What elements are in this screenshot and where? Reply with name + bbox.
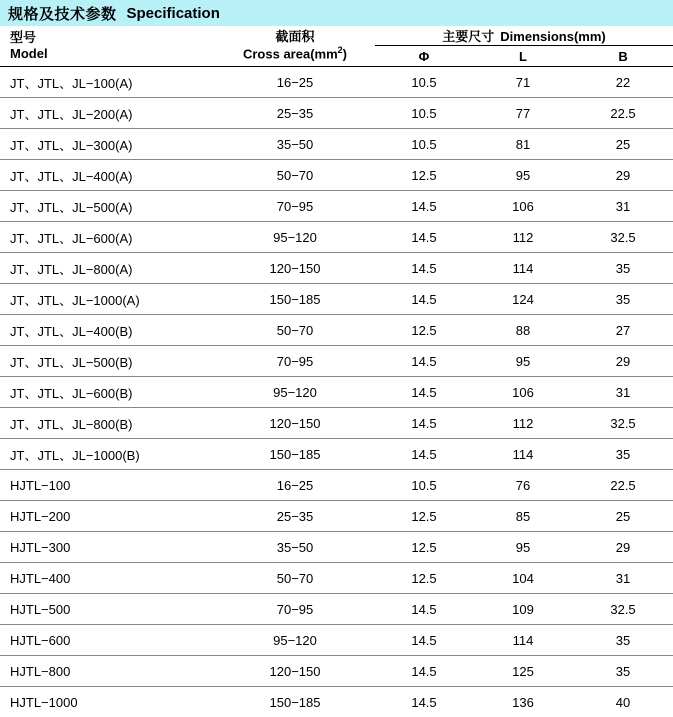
cell-b: 40	[573, 687, 673, 717]
cell-model: JT、JTL、JL−800(B)	[0, 408, 215, 439]
cell-model: JT、JTL、JL−600(B)	[0, 377, 215, 408]
cell-phi: 14.5	[375, 687, 473, 717]
cell-model: HJTL−500	[0, 594, 215, 625]
cell-cross-area: 25−35	[215, 98, 375, 129]
table-row	[0, 625, 673, 656]
cell-phi: 14.5	[375, 377, 473, 408]
cell-model: JT、JTL、JL−600(A)	[0, 222, 215, 253]
column-header-dimensions-group	[375, 26, 673, 46]
table-row	[0, 408, 673, 439]
cell-phi: 10.5	[375, 470, 473, 501]
cell-cross-area: 25−35	[215, 501, 375, 532]
cell-model: JT、JTL、JL−400(A)	[0, 160, 215, 191]
cell-cross-area: 35−50	[215, 532, 375, 563]
cell-phi: 12.5	[375, 563, 473, 594]
cell-phi: 14.5	[375, 625, 473, 656]
cell-cross-area: 95−120	[215, 377, 375, 408]
cell-model: HJTL−800	[0, 656, 215, 687]
cell-cross-area: 120−150	[215, 408, 375, 439]
cell-b: 35	[573, 439, 673, 470]
column-header-cross-area	[215, 26, 375, 67]
cell-model: JT、JTL、JL−500(A)	[0, 191, 215, 222]
cell-cross-area: 50−70	[215, 160, 375, 191]
table-row	[0, 501, 673, 532]
column-header-b: B	[573, 46, 673, 67]
column-header-model	[0, 26, 215, 67]
cell-b: 31	[573, 563, 673, 594]
cell-l: 114	[473, 439, 573, 470]
table-row	[0, 470, 673, 501]
column-header-dimensions-en: Dimensions(mm)	[500, 29, 605, 44]
cell-l: 95	[473, 346, 573, 377]
cell-l: 71	[473, 67, 573, 98]
cell-phi: 12.5	[375, 532, 473, 563]
cell-b: 29	[573, 532, 673, 563]
cell-model: HJTL−600	[0, 625, 215, 656]
table-row	[0, 439, 673, 470]
cell-model: HJTL−1000	[0, 687, 215, 717]
table-row	[0, 563, 673, 594]
page-title-cn: 规格及技术参数	[8, 3, 117, 24]
cell-model: JT、JTL、JL−400(B)	[0, 315, 215, 346]
cell-b: 35	[573, 625, 673, 656]
table-row	[0, 594, 673, 625]
table-row	[0, 377, 673, 408]
cell-l: 104	[473, 563, 573, 594]
column-header-phi: Φ	[375, 46, 473, 67]
cell-model: JT、JTL、JL−1000(B)	[0, 439, 215, 470]
table-row	[0, 687, 673, 717]
cell-b: 22.5	[573, 98, 673, 129]
cell-b: 29	[573, 160, 673, 191]
cell-model: HJTL−400	[0, 563, 215, 594]
cell-cross-area: 35−50	[215, 129, 375, 160]
cell-phi: 14.5	[375, 656, 473, 687]
cell-b: 22.5	[573, 470, 673, 501]
cell-l: 88	[473, 315, 573, 346]
cell-b: 32.5	[573, 594, 673, 625]
cell-cross-area: 150−185	[215, 687, 375, 717]
cell-b: 25	[573, 501, 673, 532]
cell-l: 106	[473, 191, 573, 222]
cell-phi: 14.5	[375, 594, 473, 625]
cell-phi: 12.5	[375, 315, 473, 346]
column-header-dimensions-cn: 主要尺寸	[442, 29, 494, 44]
cell-l: 114	[473, 253, 573, 284]
table-row	[0, 253, 673, 284]
cell-model: JT、JTL、JL−800(A)	[0, 253, 215, 284]
cell-phi: 14.5	[375, 408, 473, 439]
column-header-area-sup: 2	[338, 45, 343, 55]
cell-cross-area: 120−150	[215, 253, 375, 284]
table-row	[0, 98, 673, 129]
table-row	[0, 315, 673, 346]
cell-phi: 14.5	[375, 284, 473, 315]
cell-model: JT、JTL、JL−300(A)	[0, 129, 215, 160]
table-row	[0, 67, 673, 98]
column-header-area-en-tail: )	[343, 47, 347, 62]
table-header	[0, 26, 673, 67]
cell-cross-area: 150−185	[215, 439, 375, 470]
cell-l: 77	[473, 98, 573, 129]
cell-l: 112	[473, 222, 573, 253]
cell-b: 32.5	[573, 222, 673, 253]
cell-phi: 12.5	[375, 501, 473, 532]
column-header-l: L	[473, 46, 573, 67]
cell-phi: 14.5	[375, 346, 473, 377]
cell-b: 27	[573, 315, 673, 346]
cell-cross-area: 16−25	[215, 67, 375, 98]
title-bar	[0, 0, 673, 26]
table-row	[0, 656, 673, 687]
cell-b: 31	[573, 377, 673, 408]
cell-b: 35	[573, 284, 673, 315]
cell-cross-area: 70−95	[215, 346, 375, 377]
cell-l: 81	[473, 129, 573, 160]
cell-l: 109	[473, 594, 573, 625]
cell-b: 31	[573, 191, 673, 222]
cell-cross-area: 95−120	[215, 222, 375, 253]
cell-l: 124	[473, 284, 573, 315]
cell-phi: 12.5	[375, 160, 473, 191]
cell-model: HJTL−100	[0, 470, 215, 501]
cell-b: 22	[573, 67, 673, 98]
column-header-area-en-text: Cross area(mm	[243, 47, 338, 62]
cell-cross-area: 50−70	[215, 563, 375, 594]
table-body	[0, 67, 673, 717]
cell-phi: 10.5	[375, 129, 473, 160]
cell-l: 125	[473, 656, 573, 687]
cell-model: HJTL−200	[0, 501, 215, 532]
cell-cross-area: 16−25	[215, 470, 375, 501]
cell-phi: 10.5	[375, 98, 473, 129]
cell-cross-area: 150−185	[215, 284, 375, 315]
cell-l: 106	[473, 377, 573, 408]
table-row	[0, 284, 673, 315]
table-row	[0, 532, 673, 563]
cell-model: JT、JTL、JL−500(B)	[0, 346, 215, 377]
cell-phi: 14.5	[375, 439, 473, 470]
cell-b: 35	[573, 656, 673, 687]
cell-cross-area: 70−95	[215, 191, 375, 222]
specification-table	[0, 26, 673, 717]
column-header-model-cn: 型号	[10, 30, 215, 46]
page-title-en: Specification	[127, 5, 220, 22]
cell-l: 95	[473, 160, 573, 191]
cell-phi: 14.5	[375, 222, 473, 253]
table-row	[0, 129, 673, 160]
cell-b: 25	[573, 129, 673, 160]
cell-model: JT、JTL、JL−100(A)	[0, 67, 215, 98]
cell-l: 95	[473, 532, 573, 563]
header-row-top	[0, 26, 673, 46]
cell-b: 35	[573, 253, 673, 284]
cell-l: 76	[473, 470, 573, 501]
cell-cross-area: 50−70	[215, 315, 375, 346]
column-header-area-en	[215, 45, 375, 63]
cell-cross-area: 95−120	[215, 625, 375, 656]
cell-l: 114	[473, 625, 573, 656]
cell-l: 112	[473, 408, 573, 439]
table-row	[0, 222, 673, 253]
cell-l: 136	[473, 687, 573, 717]
table-row	[0, 160, 673, 191]
cell-model: JT、JTL、JL−200(A)	[0, 98, 215, 129]
cell-cross-area: 70−95	[215, 594, 375, 625]
column-header-model-en: Model	[10, 46, 215, 62]
column-header-area-cn: 截面积	[215, 29, 375, 45]
cell-l: 85	[473, 501, 573, 532]
cell-model: JT、JTL、JL−1000(A)	[0, 284, 215, 315]
cell-phi: 14.5	[375, 191, 473, 222]
cell-cross-area: 120−150	[215, 656, 375, 687]
cell-model: HJTL−300	[0, 532, 215, 563]
cell-phi: 10.5	[375, 67, 473, 98]
table-row	[0, 346, 673, 377]
cell-b: 29	[573, 346, 673, 377]
cell-phi: 14.5	[375, 253, 473, 284]
table-row	[0, 191, 673, 222]
cell-b: 32.5	[573, 408, 673, 439]
